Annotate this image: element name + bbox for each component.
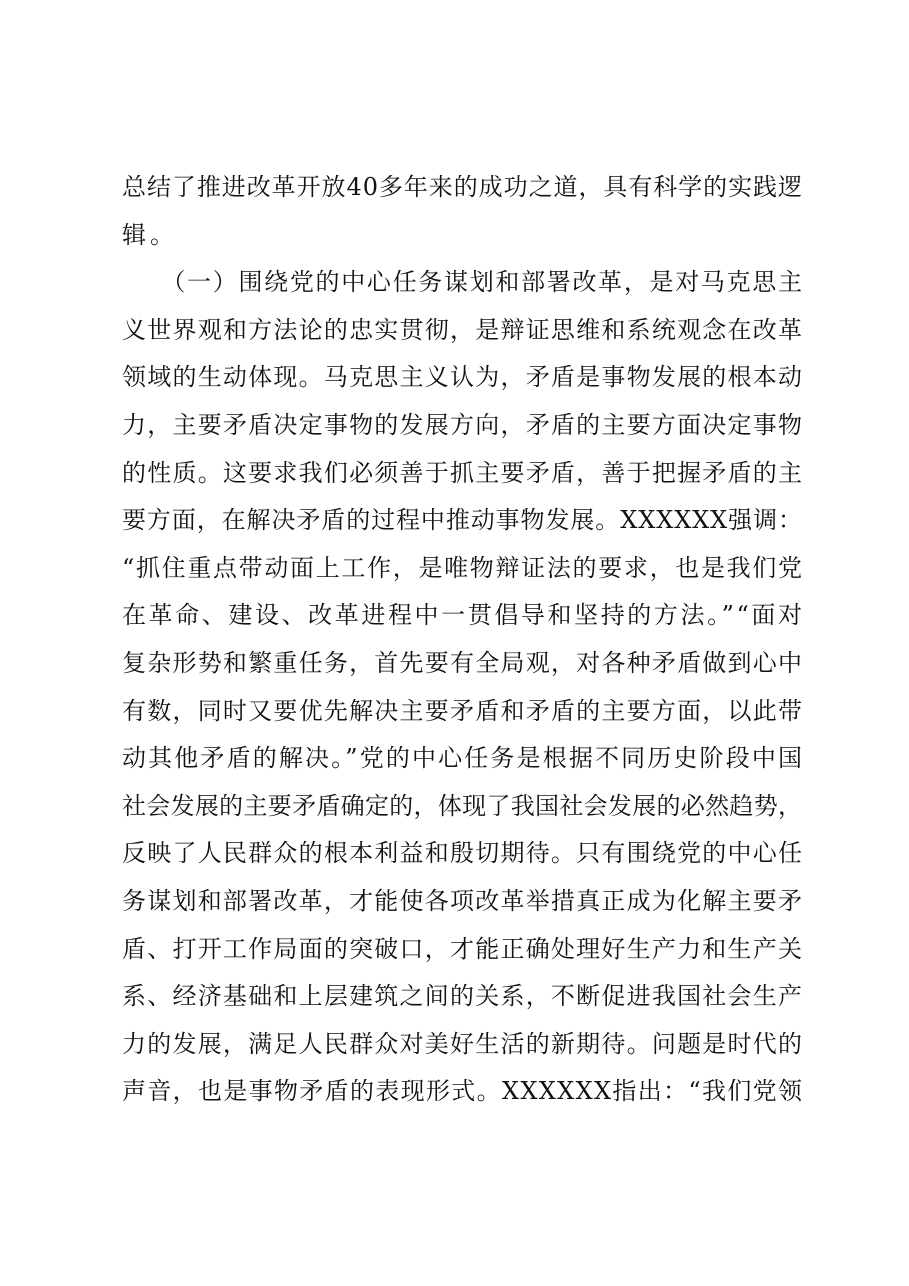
text-line: 动其他矛盾的解决。”党的中心任务是根据不同历史阶段中国 [122, 744, 805, 773]
text-line: 领域的生动体现。马克思主义认为，矛盾是事物发展的根本动 [122, 363, 804, 392]
text-line: 力的发展，满足人民群众对美好生活的新期待。问题是时代的 [122, 1029, 804, 1058]
text-line: 反映了人民群众的根本利益和殷切期待。只有围绕党的中心任 [122, 839, 804, 868]
text-line: 有数，同时又要优先解决主要矛盾和矛盾的主要方面，以此带 [122, 696, 804, 725]
text-line: 务谋划和部署改革，才能使各项改革举措真正成为化解主要矛 [122, 886, 804, 915]
text-line: 系、经济基础和上层建筑之间的关系，不断促进我国社会生产 [122, 982, 804, 1011]
text-line: 盾、打开工作局面的突破口，才能正确处理好生产力和生产关 [122, 934, 804, 963]
text-line: 声音，也是事物矛盾的表现形式。XXXXXX指出：“我们党领 [122, 1077, 804, 1106]
text-line: 要方面，在解决矛盾的过程中推动事物发展。XXXXXX强调： [122, 506, 803, 535]
text-line: 社会发展的主要矛盾确定的，体现了我国社会发展的必然趋势， [122, 791, 803, 820]
text-line: 义世界观和方法论的忠实贯彻，是辩证思维和系统观念在改革 [122, 315, 804, 344]
text-line: 复杂形势和繁重任务，首先要有全局观，对各种矛盾做到心中 [122, 648, 804, 677]
text-line: 在革命、建设、改革进程中一贯倡导和坚持的方法。”“面对 [122, 601, 805, 630]
text-line: 总结了推进改革开放40多年来的成功之道，具有科学的实践逻 [122, 173, 803, 201]
text-line: （一）围绕党的中心任务谋划和部署改革，是对马克思主 [122, 268, 804, 297]
text-line: 的性质。这要求我们必须善于抓主要矛盾，善于把握矛盾的主 [122, 458, 804, 487]
body-text [122, 164, 805, 1116]
text-line: “抓住重点带动面上工作，是唯物辩证法的要求，也是我们党 [122, 553, 804, 582]
text-line: 辑。 [122, 220, 178, 249]
text-line: 力，主要矛盾决定事物的发展方向，矛盾的主要方面决定事物 [122, 410, 804, 439]
